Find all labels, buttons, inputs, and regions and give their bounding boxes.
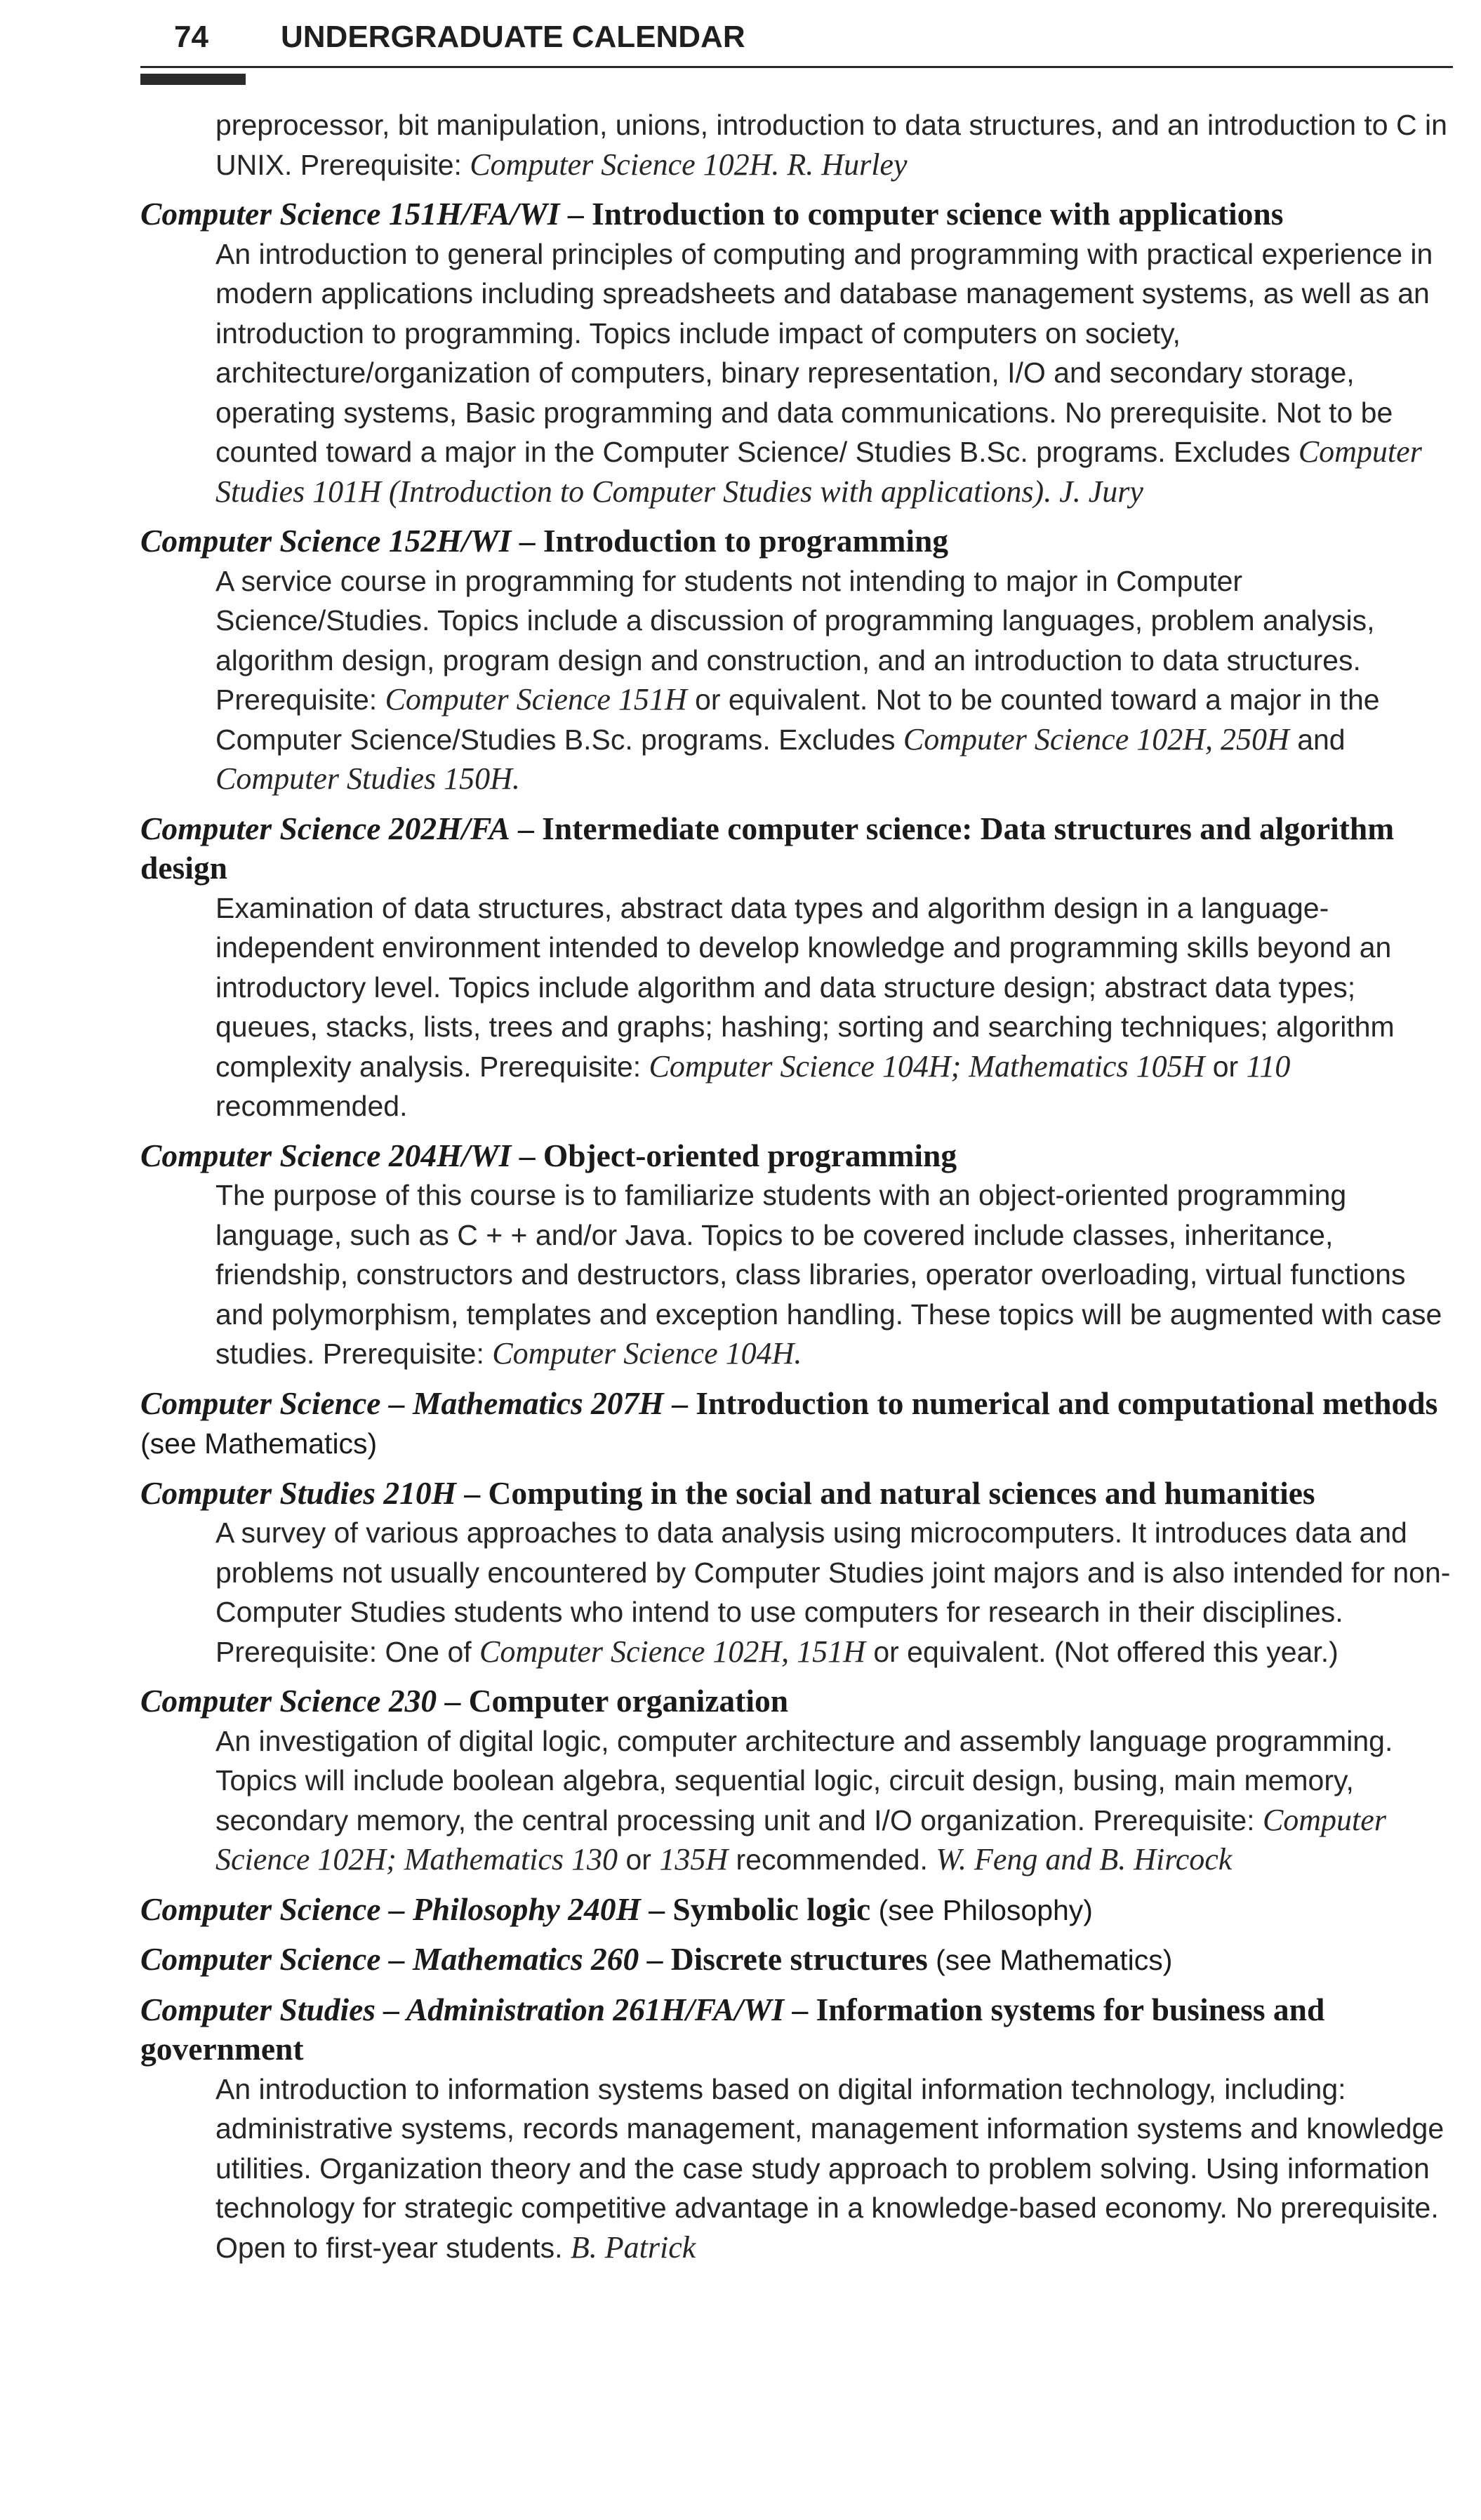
course-title: Computing in the social and natural sciences and humanities (488, 1474, 1315, 1511)
course-entry (140, 1474, 1453, 1672)
cross-reference-note: (see Philosophy) (878, 1893, 1093, 1926)
cross-reference-note: (see Mathematics) (936, 1944, 1173, 1976)
course-code: Computer Science – Philosophy 240H (140, 1891, 641, 1927)
course-code: Computer Science 152H/WI (140, 523, 512, 559)
course-entry (140, 1890, 1453, 1931)
course-entry (140, 521, 1453, 799)
course-description: An introduction to information systems based on digital information technology, including: administrative systems, records management, management information systems and knowledge utilities. Organization theory and the case study approach to problem solving. Using information technology for strategic competitive advantage in a knowledge-based economy. No prerequisite. Open to first-year students. B. Patrick (215, 2072, 1445, 2265)
course-heading: Computer Science – Philosophy 240H – Symbolic logic (see Philosophy) (140, 1891, 1093, 1927)
course-heading: Computer Studies – Administration 261H/FA/WI – Information systems for business and government (140, 1991, 1325, 2067)
course-code: Computer Studies 210H (140, 1474, 457, 1511)
course-code: Computer Science 204H/WI (140, 1137, 512, 1173)
course-entry (140, 1940, 1453, 1980)
course-code: Computer Science 230 (140, 1683, 437, 1719)
course-title: Computer organization (468, 1683, 789, 1719)
continuation-entry (140, 105, 1453, 185)
course-description: Examination of data structures, abstract data types and algorithm design in a language-independent environment intended to develop knowledge and programming skills beyond an introductory level. Topics include algorithm and data structure design; abstract data types; queues, stacks, lists, trees and graphs; hashing; sorting and searching techniques; algorithm complexity analysis. Prerequisite: Computer Science 104H; Mathematics 105H or 110 recommended. (215, 891, 1395, 1122)
course-title: Discrete structures (670, 1941, 928, 1977)
course-code: Computer Science – Mathematics 260 (140, 1941, 639, 1977)
course-heading: Computer Studies 210H – Computing in the social and natural sciences and humanities (140, 1474, 1315, 1511)
course-heading: Computer Science 204H/WI – Object-oriented programming (140, 1137, 957, 1173)
course-entry (140, 809, 1453, 1126)
course-entry (140, 1136, 1453, 1374)
course-heading: Computer Science 152H/WI – Introduction to programming (140, 523, 949, 559)
page-header (140, 13, 1453, 76)
course-entry (140, 1384, 1453, 1464)
course-title: Introduction to programming (543, 523, 949, 559)
course-description: A survey of various approaches to data analysis using microcomputers. It introduces data and problems not usually encountered by Computer Studies joint majors and is also intended for non-Computer Studies students who intend to use computers for research in their disciplines. Prerequisite: One of Computer Science 102H, 151H or equivalent. (Not offered this year.) (215, 1516, 1451, 1669)
course-heading: Computer Science 202H/FA – Intermediate computer science: Data structures and algorithm design (140, 810, 1395, 886)
course-heading: Computer Science – Mathematics 260 – Discrete structures (see Mathematics) (140, 1941, 1173, 1977)
course-code: Computer Science 202H/FA (140, 810, 510, 846)
course-code: Computer Studies – Administration 261H/FA/WI (140, 1991, 785, 2027)
continuation-description: preprocessor, bit manipulation, unions, introduction to data structures, and an introduction to C in UNIX. Prerequisite: Computer Science 102H. R. Hurley (215, 109, 1447, 182)
page-number: 74 (174, 20, 208, 54)
running-head: UNDERGRADUATE CALENDAR (281, 20, 745, 54)
cross-reference-note: (see Mathematics) (140, 1427, 378, 1460)
course-title: Information systems for business and government (140, 1991, 1325, 2067)
course-code: Computer Science 151H/FA/WI (140, 196, 560, 232)
header-rule-tab (140, 74, 246, 85)
course-code: Computer Science – Mathematics 207H (140, 1385, 664, 1421)
course-heading: Computer Science 230 – Computer organization (140, 1683, 789, 1719)
course-title: Introduction to numerical and computational methods (696, 1385, 1438, 1421)
header-rule (140, 66, 1453, 68)
course-title: Object-oriented programming (543, 1137, 957, 1173)
course-heading: Computer Science – Mathematics 207H – Introduction to numerical and computational methods (see Mathematics) (140, 1385, 1438, 1460)
course-heading: Computer Science 151H/FA/WI – Introduction to computer science with applications (140, 196, 1284, 232)
course-title: Intermediate computer science: Data structures and algorithm design (140, 810, 1395, 886)
course-description: A service course in programming for students not intending to major in Computer Science/Studies. Topics include a discussion of programming languages, problem analysis, algorithm design, program design and construction, and an introduction to data structures. Prerequisite: Computer Science 151H or equivalent. Not to be counted toward a major in the Computer Science/Studies B.Sc. programs. Excludes Computer Science 102H, 250H and Computer Studies 150H. (215, 564, 1380, 796)
course-entry (140, 1990, 1453, 2268)
course-title: Introduction to computer science with applications (591, 196, 1284, 232)
course-listing (140, 105, 1453, 2277)
course-description: The purpose of this course is to familiarize students with an object-oriented programming language, such as C + + and/or Java. Topics to be covered include classes, inheritance, friendship, constructors and destructors, class libraries, operator overloading, virtual functions and polymorphism, templates and exception handling. These topics will be augmented with case studies. Prerequisite: Computer Science 104H. (215, 1179, 1442, 1371)
course-entry (140, 1681, 1453, 1880)
course-title: Symbolic logic (672, 1891, 871, 1927)
course-description: An introduction to general principles of computing and programming with practical experience in modern applications including spreadsheets and database management systems, as well as an introduction to programming. Topics include impact of computers on society, architecture/organization of computers, binary representation, I/O and secondary storage, operating systems, Basic programming and data communications. No prerequisite. Not to be counted toward a major in the Computer Science/ Studies B.Sc. programs. Excludes Computer Studies 101H (Introduction to Computer Studies with applications). J. Jury (215, 237, 1433, 509)
course-entry (140, 194, 1453, 512)
course-description: An investigation of digital logic, computer architecture and assembly language programming. Topics will include boolean algebra, sequential logic, circuit design, busing, main memory, secondary memory, the central processing unit and I/O organization. Prerequisite: Computer Science 102H; Mathematics 130 or 135H recommended. W. Feng and B. Hircock (215, 1724, 1393, 1876)
